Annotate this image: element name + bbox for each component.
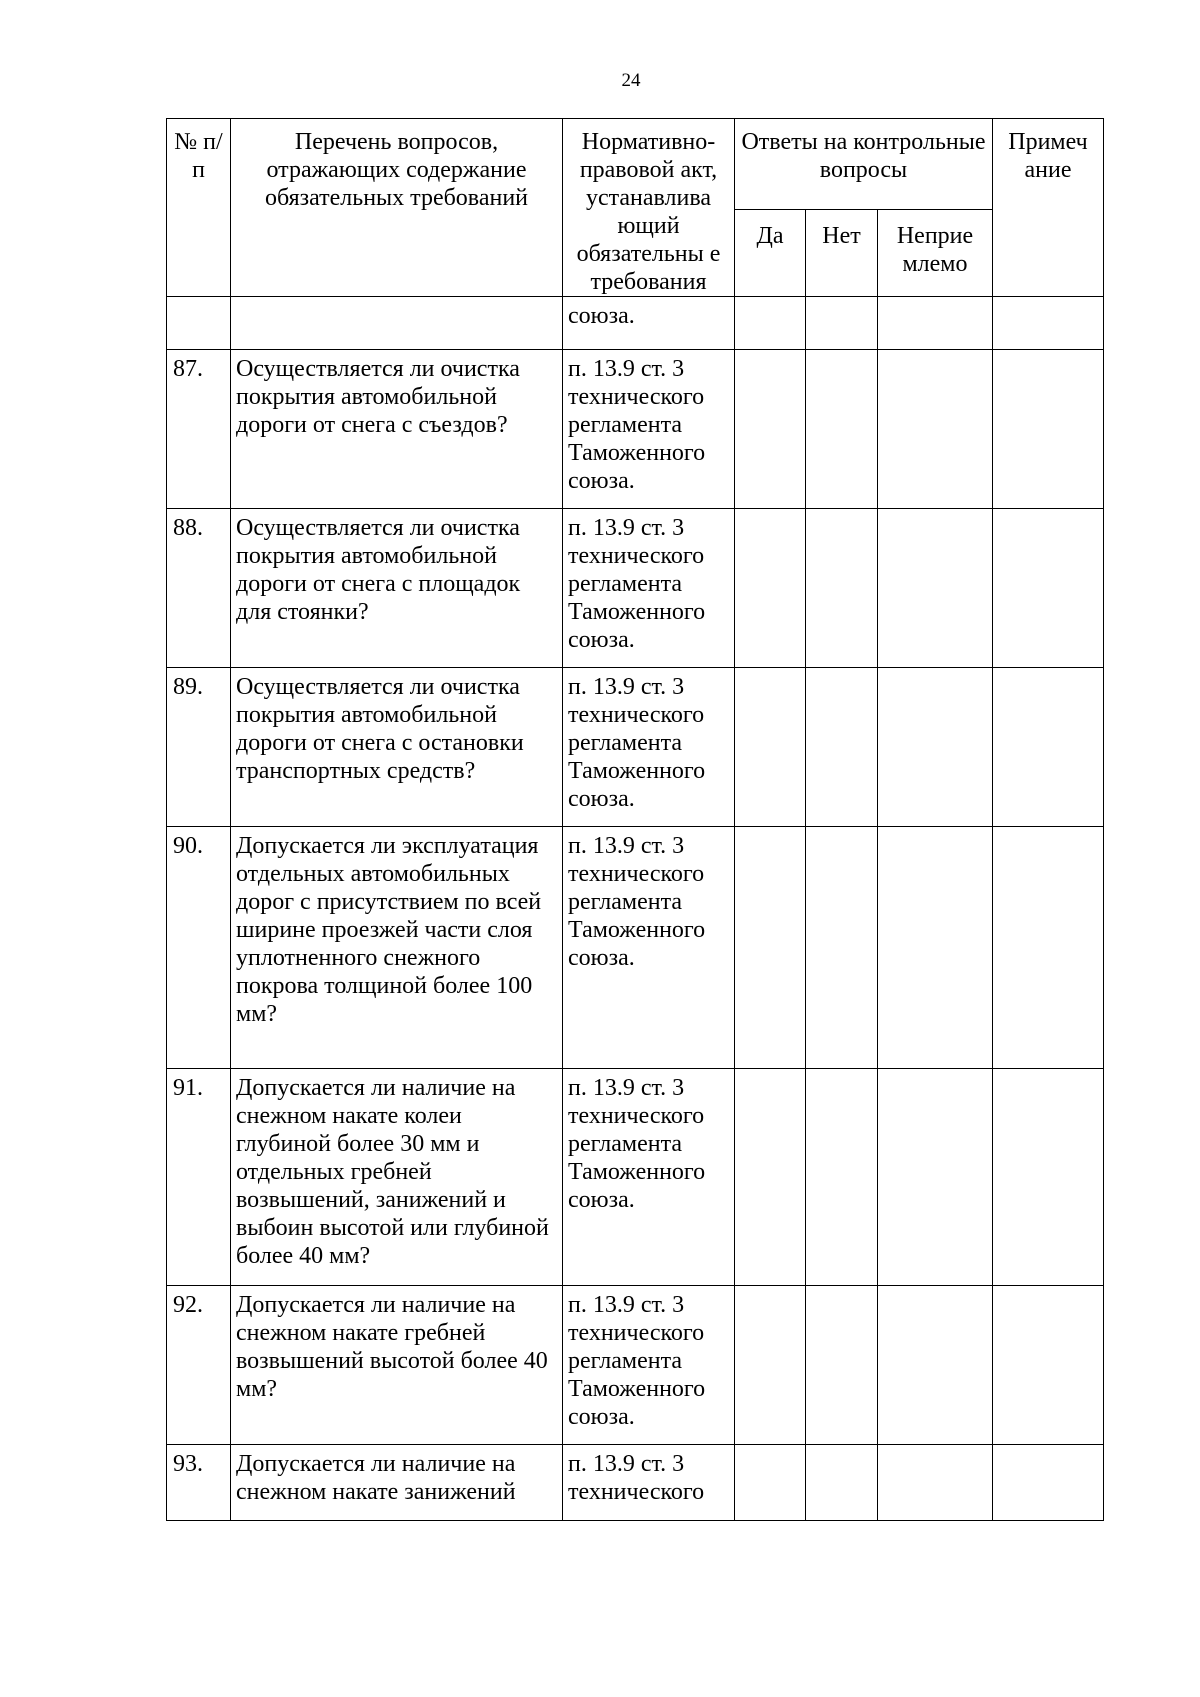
answer-no-cell [806, 827, 878, 1069]
answer-na-cell [878, 1445, 993, 1521]
answer-yes-cell [735, 350, 806, 509]
answer-no-cell [806, 1069, 878, 1286]
header-no: Нет [806, 209, 878, 296]
table-row [167, 668, 1104, 827]
answer-yes-cell [735, 827, 806, 1069]
note-cell [993, 297, 1104, 350]
note-cell [993, 1286, 1104, 1445]
answer-no-cell [806, 509, 878, 668]
answer-no-cell [806, 350, 878, 509]
row-question: Осуществляется ли очистка покрытия автомобильной дороги от снега с площадок для стоянки? [231, 509, 563, 668]
row-act: п. 13.9 ст. 3 технического регламента Таможенного союза. [563, 827, 735, 1069]
answer-yes-cell [735, 1286, 806, 1445]
answer-no-cell [806, 297, 878, 350]
row-act: п. 13.9 ст. 3 технического [563, 1445, 735, 1521]
row-question: Допускается ли наличие на снежном накате занижений [231, 1445, 563, 1521]
row-question: Допускается ли наличие на снежном накате гребней возвышений высотой более 40 мм? [231, 1286, 563, 1445]
answer-na-cell [878, 668, 993, 827]
checklist-table [166, 118, 1104, 1521]
header-note: Примеч ание [993, 119, 1104, 297]
answer-no-cell [806, 668, 878, 827]
table-row [167, 1069, 1104, 1286]
table-row [167, 1286, 1104, 1445]
answer-yes-cell [735, 1445, 806, 1521]
row-number: 93. [167, 1445, 231, 1521]
header-act: Нормативно-правовой акт, устанавлива ющий обязательны е требования [563, 119, 735, 297]
header-questions: Перечень вопросов, отражающих содержание обязательных требований [231, 119, 563, 297]
header-yes: Да [735, 209, 806, 296]
row-number [167, 297, 231, 350]
answer-na-cell [878, 827, 993, 1069]
table-row [167, 1445, 1104, 1521]
answer-no-cell [806, 1286, 878, 1445]
header-not-applicable: Неприе млемо [878, 209, 993, 296]
row-act: п. 13.9 ст. 3 технического регламента Таможенного союза. [563, 668, 735, 827]
row-number: 90. [167, 827, 231, 1069]
row-number: 91. [167, 1069, 231, 1286]
row-question: Осуществляется ли очистка покрытия автомобильной дороги от снега с остановки транспортных средств? [231, 668, 563, 827]
row-question: Допускается ли наличие на снежном накате колеи глубиной более 30 мм и отдельных гребней возвышений, занижений и выбоин высотой или глубиной более 40 мм? [231, 1069, 563, 1286]
row-number: 89. [167, 668, 231, 827]
row-question [231, 297, 563, 350]
note-cell [993, 509, 1104, 668]
note-cell [993, 350, 1104, 509]
answer-na-cell [878, 1069, 993, 1286]
answer-na-cell [878, 350, 993, 509]
answer-na-cell [878, 1286, 993, 1445]
answer-yes-cell [735, 1069, 806, 1286]
row-number: 92. [167, 1286, 231, 1445]
header-row [167, 119, 1104, 210]
table-row [167, 827, 1104, 1069]
table-row-continuation [167, 297, 1104, 350]
note-cell [993, 827, 1104, 1069]
header-number: № п/п [167, 119, 231, 297]
row-question: Допускается ли эксплуатация отдельных автомобильных дорог с присутствием по всей ширине проезжей части слоя уплотненного снежного покрова толщиной более 100 мм? [231, 827, 563, 1069]
row-act: п. 13.9 ст. 3 технического регламента Таможенного союза. [563, 1286, 735, 1445]
note-cell [993, 1069, 1104, 1286]
answer-yes-cell [735, 297, 806, 350]
page-number: 24 [621, 70, 641, 91]
answer-na-cell [878, 509, 993, 668]
row-act: союза. [563, 297, 735, 350]
note-cell [993, 668, 1104, 827]
answer-na-cell [878, 297, 993, 350]
note-cell [993, 1445, 1104, 1521]
answer-no-cell [806, 1445, 878, 1521]
answer-yes-cell [735, 668, 806, 827]
row-act: п. 13.9 ст. 3 технического регламента Таможенного союза. [563, 509, 735, 668]
row-number: 87. [167, 350, 231, 509]
table-row [167, 509, 1104, 668]
header-answers: Ответы на контрольные вопросы [735, 119, 993, 210]
answer-yes-cell [735, 509, 806, 668]
row-number: 88. [167, 509, 231, 668]
table-row [167, 350, 1104, 509]
row-act: п. 13.9 ст. 3 технического регламента Таможенного союза. [563, 1069, 735, 1286]
row-act: п. 13.9 ст. 3 технического регламента Таможенного союза. [563, 350, 735, 509]
row-question: Осуществляется ли очистка покрытия автомобильной дороги от снега с съездов? [231, 350, 563, 509]
